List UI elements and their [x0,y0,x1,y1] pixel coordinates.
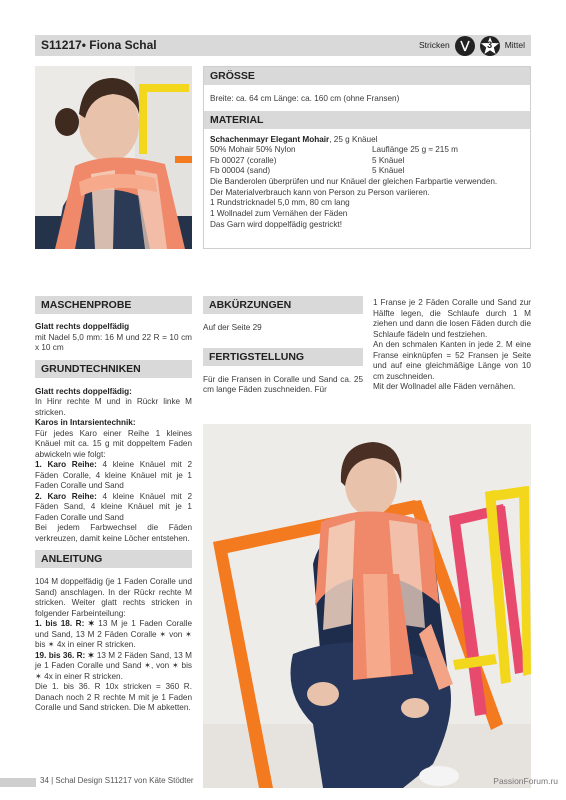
material-note-2: Der Materialverbrauch kann von Person zu Person variieren. [210,187,430,197]
color-2-qty: 5 Knäuel [372,166,405,176]
material-content [204,129,530,231]
level-star-icon [480,36,500,56]
fertigstellung-text1: Für die Fransen in Coralle und Sand ca. 25 cm lange Fäden zuschneiden. Für [203,374,363,394]
karo-row-1-label: 1. Karo Reihe: [35,460,97,469]
groesse-text: Breite: ca. 64 cm Länge: ca. 160 cm (ohne Fransen) [210,94,400,103]
grundtechniken-text3: Bei jedem Farbwechsel die Fäden verkreuzen, damit keine Löcher entstehen. [35,523,192,543]
anleitung-r2-label: 19. bis 36. R: ✶ [35,650,95,660]
material-heading: MATERIAL [204,111,530,129]
anleitung-text2: Die 1. bis 36. R 10x stricken = 360 R. Danach noch 2 R rechte M mit je 1 Faden Coralle und Sand stricken. Die M abketten. [35,682,192,712]
material-note-1: Die Banderolen überprüfen und nur Knäuel der gleichen Farbpartie verwenden. [210,177,498,187]
karo-row-2-label: 2. Karo Reihe: [35,491,97,501]
anleitung-text1: 104 M doppelfädig (je 1 Faden Coralle und Sand) anschlagen. In der Rückr rechte M stricken. Weiter glatt rechts stricken in folgender Farbeinteilung: [35,577,192,618]
anleitung-r1-label: 1. bis 18. R: ✶ [35,619,95,628]
material-box [203,66,531,249]
page-title: S11217• Fiona Schal [41,37,157,52]
maschenprobe-text: mit Nadel 5,0 mm: 16 M und 22 R = 10 cm x 10 cm [35,332,192,352]
grundtechniken-text1: In Hinr rechte M und in Rückr linke M stricken. [35,397,192,417]
anleitung-r2-text: 13 M 2 Fäden Sand, 13 M je 1 Faden Coralle und Sand ✶, von ✶ bis ✶ 4x in einer R stricken. [35,650,192,681]
fertigstellung-text2: 1 Franse je 2 Fäden Coralle und Sand zur Hälfte legen, die Schlaufe durch 1 M ziehen und dann die losen Fäden durch die Schlaufe fädeln und festziehen. [373,298,531,339]
yarn-name: Schachenmayr Elegant Mohair [210,134,330,144]
color-2: Fb 00004 (sand) [210,166,271,176]
photo-bottom [203,424,531,788]
needles-icon [455,36,475,56]
fertigstellung-text3: An den schmalen Kanten in jede 2. M eine Franse einknüpfen = 52 Fransen je Seite und auf eine gleichmäßige Länge von 10 cm zuschneiden. [373,340,531,381]
photo-top [35,66,192,249]
color-1-qty: 5 Knäuel [372,155,405,165]
yarn-suffix: , 25 g Knäuel [329,134,378,144]
right-column [373,298,531,393]
grundtechniken-sub2: Karos in Intarsientechnik: [35,418,136,427]
technique-label: Stricken [418,40,450,51]
karo-row-2-text: 4 kleine Knäuel mit 2 Fäden Sand, 4 kleine Knäuel mit je 1 Faden Coralle und Sand [35,491,193,522]
grundtechniken-heading: GRUNDTECHNIKEN [35,360,192,378]
page-footer [0,775,566,789]
watermark: PassionForum.ru [493,776,558,786]
yarn-composition: 50% Mohair 50% Nylon [210,145,296,155]
groesse-heading: GRÖSSE [204,67,530,85]
material-item-3: Das Garn wird doppelfädig gestrickt! [210,219,342,229]
abkuerzungen-heading: ABKÜRZUNGEN [203,296,363,314]
level-number: 3 [487,39,493,50]
material-item-1: 1 Rundstricknadel 5,0 mm, 80 cm lang [210,198,350,208]
grundtechniken-text2: Für jedes Karo einer Reihe 1 kleines Knäuel mit ca. 15 g mit doppeltem Faden abwickeln wie folgt: [35,428,192,459]
difficulty-info [419,36,525,56]
maschenprobe-subheading: Glatt rechts doppelfädig [35,322,130,331]
karo-row-1-text: 4 kleine Knäuel mit 2 Fäden Coralle, 4 kleine Knäuel mit je 1 Faden Coralle und Sand [35,460,193,490]
abkuerzungen-text: Auf der Seite 29 [203,323,262,332]
level-label: Mittel [504,40,525,51]
footer-bar [0,778,36,787]
fertigstellung-heading: FERTIGSTELLUNG [203,348,363,366]
anleitung-r1-text: 13 M je 1 Faden Coralle und Sand, 13 M 2 Fäden Coralle ✶ von ✶ bis ✶ 4x in einer R stricken. [35,619,193,649]
yarn-length: Lauflänge 25 g ≈ 215 m [372,145,458,155]
footer-page-text: 34 | Schal Design S11217 von Käte Stödter [40,776,194,785]
maschenprobe-heading: MASCHENPROBE [35,296,192,314]
anleitung-heading: ANLEITUNG [35,550,192,568]
fertigstellung-text4: Mit der Wollnadel alle Fäden vernähen. [373,382,516,391]
grundtechniken-sub1: Glatt rechts doppelfädig: [35,386,132,396]
title-bar [35,35,531,56]
material-item-2: 1 Wollnadel zum Vernähen der Fäden [210,209,348,219]
left-column [35,296,192,714]
middle-column [203,296,363,396]
color-1: Fb 00027 (coralle) [210,155,277,165]
